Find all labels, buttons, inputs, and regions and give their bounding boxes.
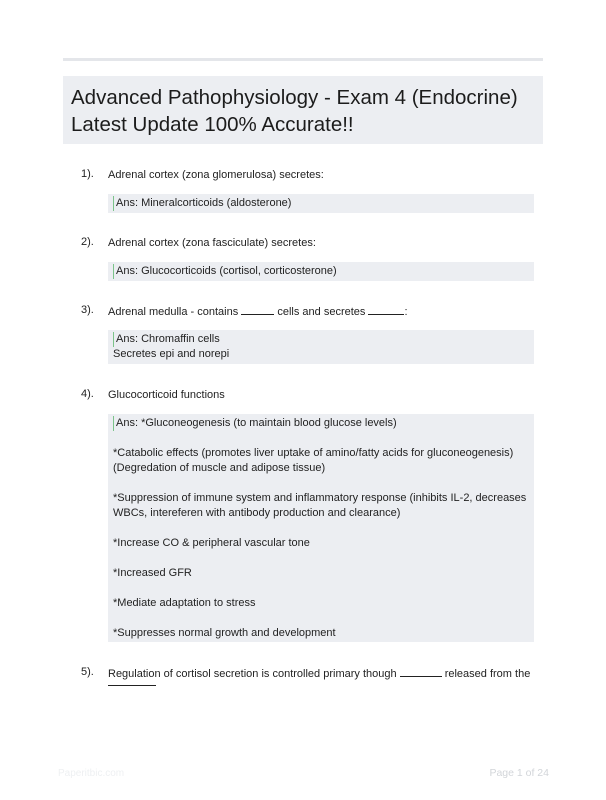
question-number-5: 5). — [81, 666, 94, 678]
answer-box-3 — [108, 330, 534, 364]
question-number-4: 4). — [81, 388, 94, 400]
answer-line: Ans: Mineralcorticoids (aldosterone) — [113, 196, 529, 211]
question-text-part: released from the — [441, 668, 531, 680]
title-line-1: Advanced Pathophysiology - Exam 4 (Endocrine) — [71, 86, 518, 109]
question-text-5 — [108, 667, 530, 680]
question-text-1: Adrenal cortex (zona glomerulosa) secretes: — [108, 169, 324, 181]
fill-blank — [368, 305, 404, 315]
fill-blank — [108, 685, 156, 686]
question-number-3: 3). — [81, 304, 94, 316]
answer-line: Secretes epi and norepi — [113, 348, 230, 360]
title-line-2: Latest Update 100% Accurate!! — [71, 113, 354, 136]
answer-line: *Increase CO & peripheral vascular tone — [113, 537, 310, 549]
question-text-part: Regulation of cortisol secretion is controlled primary though — [108, 668, 400, 680]
question-number-2: 2). — [81, 236, 94, 248]
question-text-part: : — [404, 306, 408, 318]
question-text-part: cells and secretes — [274, 306, 369, 318]
answer-line: *Mediate adaptation to stress — [113, 597, 256, 609]
answer-line: (Degredation of muscle and adipose tissue) — [113, 462, 326, 474]
page-number: Page 1 of 24 — [489, 767, 549, 779]
answer-line: WBCs, intereferen with antibody production and clearance) — [113, 507, 401, 519]
fill-blank — [400, 667, 442, 677]
fill-blank — [241, 305, 274, 315]
answer-line: *Increased GFR — [113, 567, 192, 579]
answer-line: *Suppresses normal growth and development — [113, 627, 336, 639]
answer-line: *Suppression of immune system and inflammatory response (inhibits IL-2, decreases — [113, 492, 527, 504]
footer-brand: Paperitbic.com — [58, 768, 125, 779]
answer-box-2 — [108, 262, 534, 281]
answer-line: Ans: Chromaffin cells — [113, 332, 529, 347]
answer-box-1 — [108, 194, 534, 213]
answer-line: *Catabolic effects (promotes liver uptake of amino/fatty acids for gluconeogenesis) — [113, 447, 514, 459]
question-text-3 — [108, 305, 408, 318]
top-divider — [63, 58, 543, 61]
question-text-4: Glucocorticoid functions — [108, 389, 225, 401]
question-text-2: Adrenal cortex (zona fasciculate) secretes: — [108, 237, 316, 249]
answer-box-4 — [108, 414, 534, 642]
question-text-part: Adrenal medulla - contains — [108, 306, 242, 318]
document-title — [63, 76, 543, 144]
answer-line: Ans: *Gluconeogenesis (to maintain blood glucose levels) — [113, 416, 529, 431]
answer-line: Ans: Glucocorticoids (cortisol, corticosterone) — [113, 264, 529, 279]
question-number-1: 1). — [81, 168, 94, 180]
